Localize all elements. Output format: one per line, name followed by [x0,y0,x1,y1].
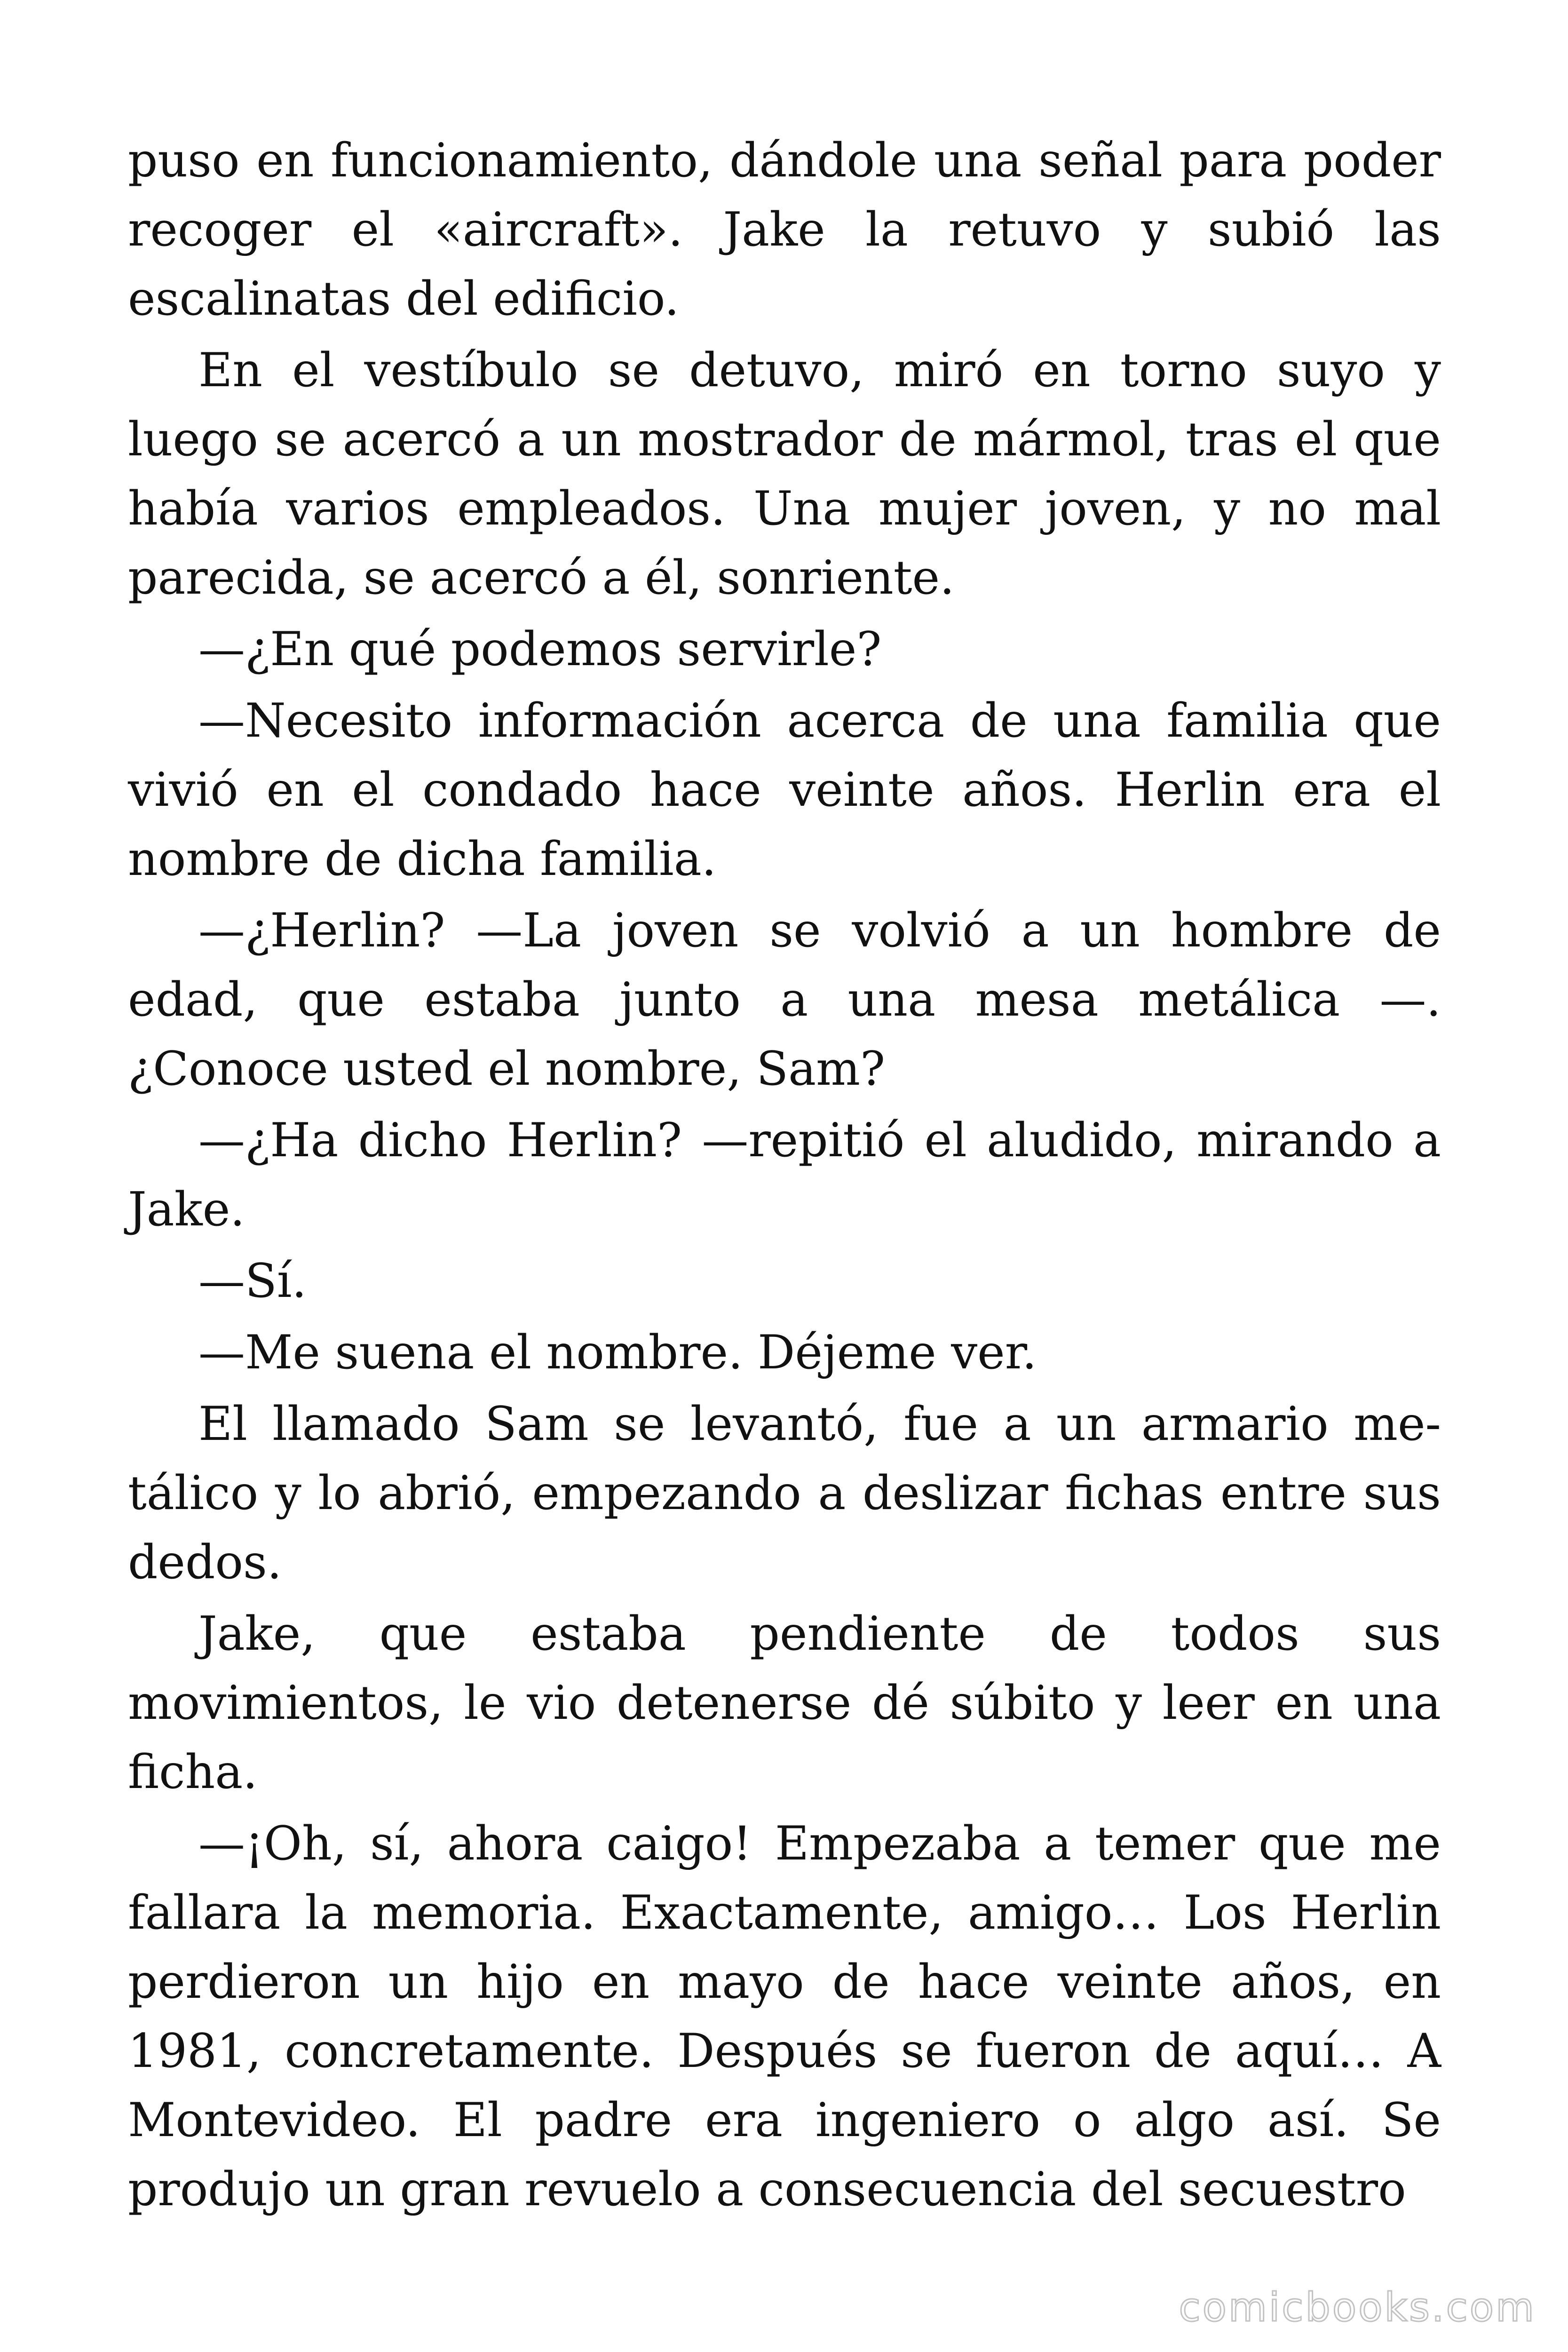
paragraph: El llamado Sam se levantó, fue a un armario metálico y lo abrió, empezando a deslizar fichas entre sus dedos. [128,1397,1441,1589]
dialogue-line: —¡Oh, sí, ahora caigo! Empezaba a temer que me fallara la memoria. Exactamente, amigo… Los Herlin perdieron un hijo en mayo de hace veinte años, en 1981, concretamente. Después se fueron de aquí… A Montevideo. El padre era ingeniero o algo así. Se produjo un gran revuelo a consecuencia del secuestro [128,1817,1441,2217]
body-text [128,126,1441,2226]
paragraph: Jake, que estaba pendiente de todos sus movimientos, le vio detenerse dé súbito y leer en una ficha. [128,1607,1441,1799]
dialogue-line: —Sí. [198,1254,307,1308]
paragraph: puso en funcionamiento, dándole una señal para poder recoger el «aircraft». Jake la retuvo y subió las escalinatas del edificio. [128,134,1441,326]
dialogue-line: —Necesito información acerca de una familia que vivió en el condado hace veinte años. Herlin era el nombre de dicha familia. [128,694,1441,886]
watermark: comicbooks.com [1179,2284,1536,2330]
dialogue-line: —¿Ha dicho Herlin? —repitió el aludido, mirando a Jake. [128,1113,1441,1237]
paragraph: En el vestíbulo se detuvo, miró en torno suyo y luego se acercó a un mostrador de mármol, tras el que había varios empleados. Una mujer joven, y no mal parecida, se acercó a él, sonriente. [128,343,1441,605]
dialogue-line: —¿Herlin? —La joven se volvió a un hombre de edad, que estaba junto a una mesa metálica —. ¿Conoce usted el nombre, Sam? [128,904,1441,1096]
dialogue-line: —Me suena el nombre. Déjeme ver. [198,1326,1037,1380]
dialogue-line: —¿En qué podemos servirle? [198,622,882,676]
